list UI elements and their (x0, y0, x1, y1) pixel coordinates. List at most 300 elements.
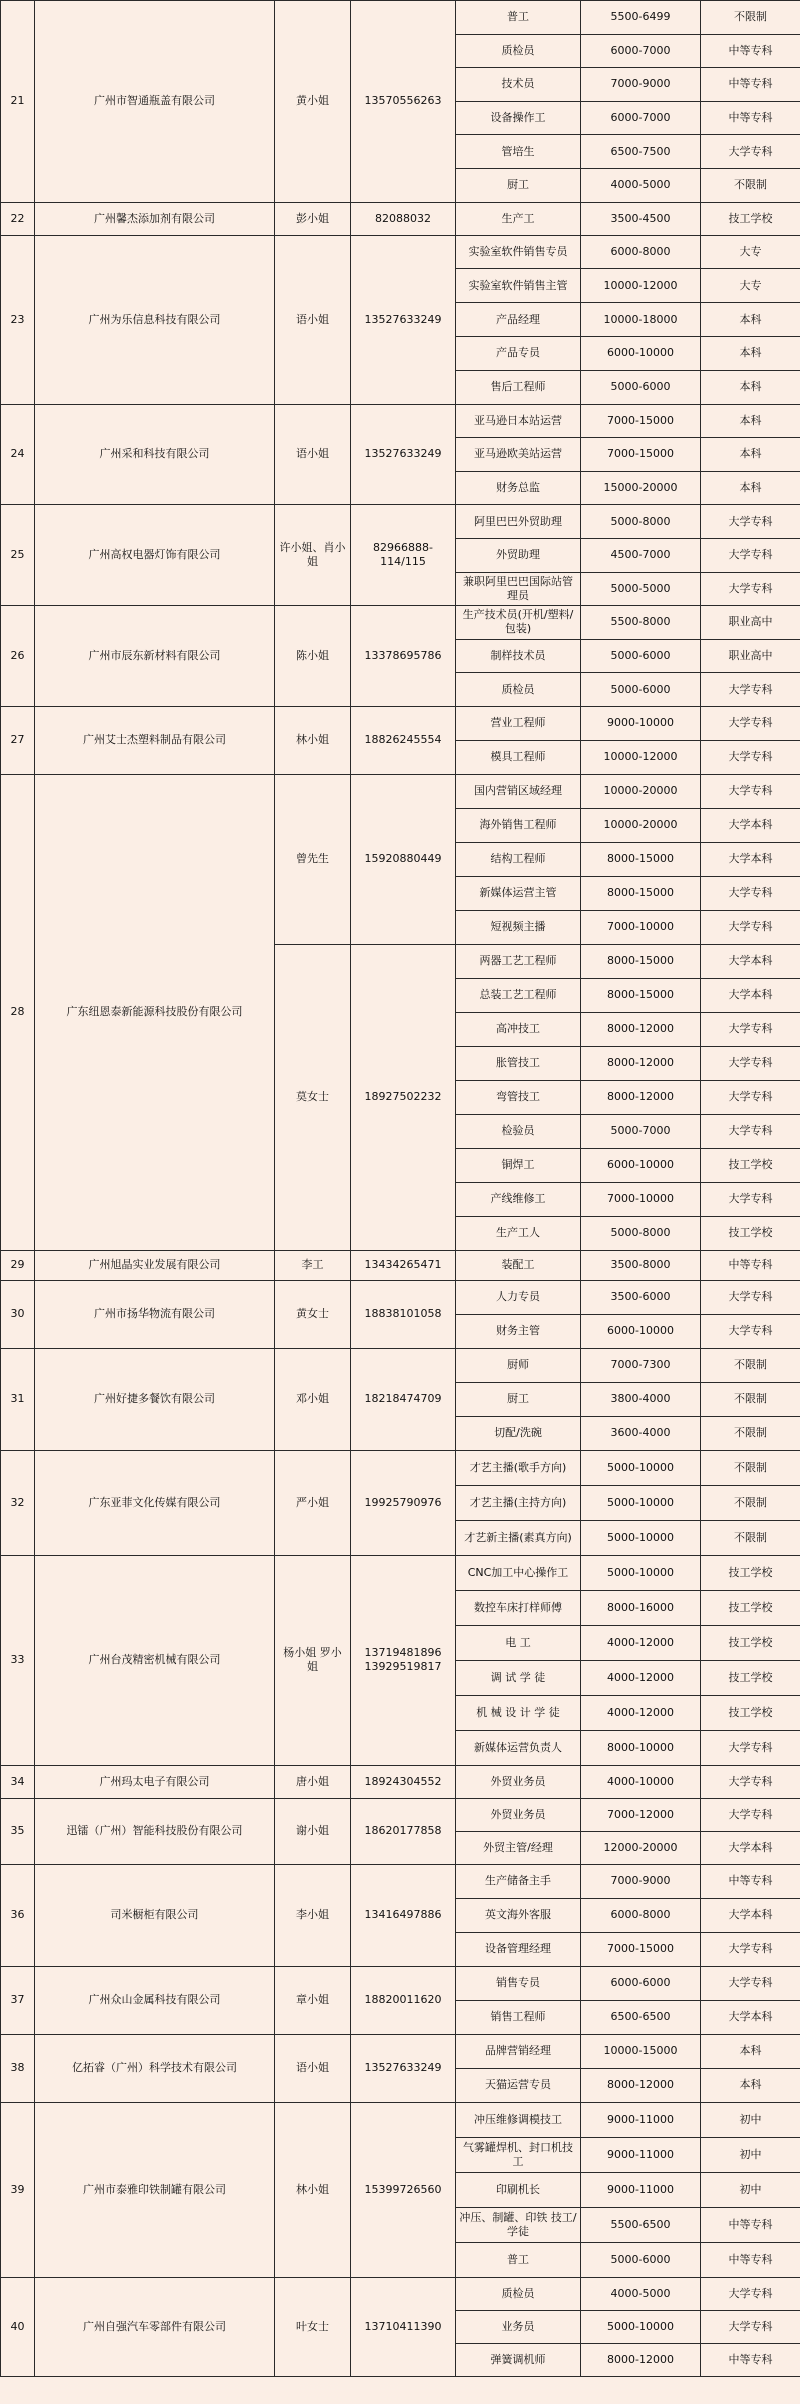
contact-phone: 13416497886 (351, 1864, 456, 1966)
job-position: 数控车床打样师傅 (456, 1590, 581, 1625)
job-position: 设备管理经理 (456, 1932, 581, 1966)
contact-person: 邓小姐 (275, 1348, 351, 1450)
job-education: 大学专科 (701, 1114, 800, 1148)
job-salary: 5500-6499 (581, 1, 701, 35)
job-position: 亚马逊欧美站运营 (456, 438, 581, 472)
contact-phone: 13527633249 (351, 235, 456, 404)
company-number: 31 (1, 1348, 35, 1450)
job-position: 胀管技工 (456, 1046, 581, 1080)
job-salary: 5000-6000 (581, 2242, 701, 2277)
company-number: 38 (1, 2034, 35, 2102)
job-education: 大学专科 (701, 2277, 800, 2310)
contact-person: 黄小姐 (275, 1, 351, 203)
job-salary: 5000-7000 (581, 1114, 701, 1148)
contact-phone: 15920880449 (351, 774, 456, 944)
table-row (1, 2034, 800, 2068)
job-position: 产品经理 (456, 303, 581, 337)
table-row (1, 1250, 800, 1280)
job-salary: 5000-10000 (581, 2310, 701, 2343)
job-education: 大学专科 (701, 706, 800, 740)
job-salary: 10000-12000 (581, 269, 701, 303)
table-row (1, 606, 800, 640)
job-position: 品牌营销经理 (456, 2034, 581, 2068)
job-education: 本科 (701, 303, 800, 337)
job-education: 大学专科 (701, 505, 800, 539)
job-education: 大学专科 (701, 2310, 800, 2343)
table-row (1, 404, 800, 438)
job-position: 新媒体运营主管 (456, 876, 581, 910)
company-name: 广州采和科技有限公司 (35, 404, 275, 505)
job-position: 新媒体运营负责人 (456, 1730, 581, 1765)
job-education: 大学本科 (701, 944, 800, 978)
job-position: 质检员 (456, 34, 581, 68)
job-education: 大学专科 (701, 740, 800, 774)
job-education: 大学专科 (701, 1765, 800, 1798)
contact-phone: 18820011620 (351, 1966, 456, 2034)
job-position: 铜焊工 (456, 1148, 581, 1182)
job-salary: 10000-20000 (581, 774, 701, 808)
job-salary: 7000-15000 (581, 438, 701, 472)
job-position: 普工 (456, 1, 581, 35)
company-name: 司米橱柜有限公司 (35, 1864, 275, 1966)
job-position: 生产技术员(开机/塑料/包装) (456, 606, 581, 640)
job-education: 大学专科 (701, 538, 800, 572)
company-number: 27 (1, 706, 35, 774)
job-salary: 8000-15000 (581, 842, 701, 876)
job-education: 中等专科 (701, 68, 800, 102)
job-salary: 8000-15000 (581, 876, 701, 910)
company-number: 26 (1, 606, 35, 707)
job-education: 本科 (701, 2034, 800, 2068)
company-number: 21 (1, 1, 35, 203)
contact-person: 杨小姐 罗小姐 (275, 1555, 351, 1765)
job-salary: 5000-10000 (581, 1450, 701, 1485)
job-salary: 5000-10000 (581, 1555, 701, 1590)
contact-phone: 82088032 (351, 202, 456, 235)
company-number: 22 (1, 202, 35, 235)
job-salary: 10000-15000 (581, 2034, 701, 2068)
job-education: 大专 (701, 269, 800, 303)
job-education: 大学本科 (701, 1898, 800, 1932)
job-position: 厨工 (456, 168, 581, 202)
job-position: 外贸业务员 (456, 1765, 581, 1798)
job-education: 中等专科 (701, 1250, 800, 1280)
job-salary: 9000-11000 (581, 2137, 701, 2172)
contact-person: 李小姐 (275, 1864, 351, 1966)
contact-phone: 13527633249 (351, 2034, 456, 2102)
job-education: 大学专科 (701, 774, 800, 808)
job-salary: 15000-20000 (581, 471, 701, 505)
job-salary: 5000-8000 (581, 505, 701, 539)
company-number: 23 (1, 235, 35, 404)
job-salary: 4000-12000 (581, 1695, 701, 1730)
job-position: 检验员 (456, 1114, 581, 1148)
job-education: 大学专科 (701, 135, 800, 169)
job-position: 技术员 (456, 68, 581, 102)
contact-phone: 13710411390 (351, 2277, 456, 2376)
contact-phone: 19925790976 (351, 1450, 456, 1555)
job-salary: 6000-8000 (581, 1898, 701, 1932)
job-salary: 7000-10000 (581, 910, 701, 944)
job-salary: 6500-7500 (581, 135, 701, 169)
job-education: 中等专科 (701, 2242, 800, 2277)
job-salary: 8000-15000 (581, 944, 701, 978)
company-number: 28 (1, 774, 35, 1250)
company-name: 广州台茂精密机械有限公司 (35, 1555, 275, 1765)
job-position: 气雾罐焊机、封口机技工 (456, 2137, 581, 2172)
table-row (1, 1348, 800, 1382)
job-education: 技工学校 (701, 1625, 800, 1660)
contact-person: 语小姐 (275, 2034, 351, 2102)
job-salary: 7000-15000 (581, 1932, 701, 1966)
contact-phone: 18924304552 (351, 1765, 456, 1798)
job-position: 生产工 (456, 202, 581, 235)
table-row (1, 235, 800, 269)
job-position: 弯管技工 (456, 1080, 581, 1114)
contact-person: 陈小姐 (275, 606, 351, 707)
contact-person: 唐小姐 (275, 1765, 351, 1798)
job-education: 中等专科 (701, 34, 800, 68)
job-salary: 9000-10000 (581, 706, 701, 740)
job-position: 人力专员 (456, 1280, 581, 1314)
job-education: 技工学校 (701, 1590, 800, 1625)
contact-phone: 13719481896 13929519817 (351, 1555, 456, 1765)
job-education: 大学专科 (701, 876, 800, 910)
job-position: 外贸主管/经理 (456, 1831, 581, 1864)
contact-person: 许小姐、肖小姐 (275, 505, 351, 606)
job-education: 不限制 (701, 1485, 800, 1520)
job-education: 不限制 (701, 1450, 800, 1485)
contact-phone: 18838101058 (351, 1280, 456, 1348)
job-salary: 6500-6500 (581, 2000, 701, 2034)
job-position: 质检员 (456, 2277, 581, 2310)
contact-person: 黄女士 (275, 1280, 351, 1348)
job-position: 弹簧调机师 (456, 2343, 581, 2376)
job-education: 技工学校 (701, 1216, 800, 1250)
job-salary: 5000-10000 (581, 1485, 701, 1520)
job-position: 英文海外客服 (456, 1898, 581, 1932)
contact-phone: 18218474709 (351, 1348, 456, 1450)
job-salary: 7000-12000 (581, 1798, 701, 1831)
company-name: 广州馨杰添加剂有限公司 (35, 202, 275, 235)
contact-phone: 18620177858 (351, 1798, 456, 1864)
job-education: 大学专科 (701, 1012, 800, 1046)
contact-person: 严小姐 (275, 1450, 351, 1555)
job-position: 高冲技工 (456, 1012, 581, 1046)
job-salary: 6000-7000 (581, 34, 701, 68)
job-education: 技工学校 (701, 1555, 800, 1590)
job-education: 技工学校 (701, 202, 800, 235)
contact-phone: 13378695786 (351, 606, 456, 707)
table-row (1, 1555, 800, 1590)
job-position: 两器工艺工程师 (456, 944, 581, 978)
company-name: 广州市智通瓶盖有限公司 (35, 1, 275, 203)
job-salary: 7000-15000 (581, 404, 701, 438)
job-education: 大学本科 (701, 808, 800, 842)
job-salary: 5000-10000 (581, 1520, 701, 1555)
job-position: 厨工 (456, 1382, 581, 1416)
company-name: 广州市泰雅印铁制罐有限公司 (35, 2102, 275, 2277)
job-salary: 8000-12000 (581, 1046, 701, 1080)
company-number: 30 (1, 1280, 35, 1348)
job-position: 产线维修工 (456, 1182, 581, 1216)
company-name: 广州市辰东新材料有限公司 (35, 606, 275, 707)
job-position: 阿里巴巴外贸助理 (456, 505, 581, 539)
job-education: 大学专科 (701, 1182, 800, 1216)
company-name: 广州艾士杰塑料制品有限公司 (35, 706, 275, 774)
contact-phone: 13570556263 (351, 1, 456, 203)
job-position: 业务员 (456, 2310, 581, 2343)
job-position: 实验室软件销售主管 (456, 269, 581, 303)
job-salary: 8000-10000 (581, 1730, 701, 1765)
job-salary: 12000-20000 (581, 1831, 701, 1864)
job-position: 国内营销区域经理 (456, 774, 581, 808)
job-position: 售后工程师 (456, 370, 581, 404)
job-salary: 4000-5000 (581, 2277, 701, 2310)
job-position: 制样技术员 (456, 639, 581, 673)
job-position: 外贸业务员 (456, 1798, 581, 1831)
job-education: 大学专科 (701, 1046, 800, 1080)
table-row (1, 1864, 800, 1898)
job-position: 财务主管 (456, 1314, 581, 1348)
job-education: 本科 (701, 471, 800, 505)
table-row (1, 1798, 800, 1831)
job-position: 销售工程师 (456, 2000, 581, 2034)
job-position: 财务总监 (456, 471, 581, 505)
job-position: 模具工程师 (456, 740, 581, 774)
table-row (1, 1280, 800, 1314)
job-position: 亚马逊日本站运营 (456, 404, 581, 438)
job-position: 冲压维修调模技工 (456, 2102, 581, 2137)
company-number: 40 (1, 2277, 35, 2376)
table-row (1, 505, 800, 539)
job-salary: 6000-10000 (581, 1314, 701, 1348)
contact-person: 莫女士 (275, 944, 351, 1250)
job-position: 销售专员 (456, 1966, 581, 2000)
job-salary: 6000-7000 (581, 101, 701, 135)
job-salary: 6000-10000 (581, 1148, 701, 1182)
job-position: 营业工程师 (456, 706, 581, 740)
contact-person: 谢小姐 (275, 1798, 351, 1864)
job-salary: 6000-8000 (581, 235, 701, 269)
contact-phone: 15399726560 (351, 2102, 456, 2277)
job-education: 初中 (701, 2102, 800, 2137)
company-number: 39 (1, 2102, 35, 2277)
contact-phone: 18927502232 (351, 944, 456, 1250)
contact-person: 语小姐 (275, 404, 351, 505)
job-salary: 5000-5000 (581, 572, 701, 606)
job-salary: 6000-6000 (581, 1966, 701, 2000)
job-education: 大学专科 (701, 1080, 800, 1114)
job-position: 才艺主播(歌手方向) (456, 1450, 581, 1485)
job-position: 生产储备主手 (456, 1864, 581, 1898)
job-position: 印刷机长 (456, 2172, 581, 2207)
job-education: 大学专科 (701, 1314, 800, 1348)
contact-phone: 82966888-114/115 (351, 505, 456, 606)
company-number: 25 (1, 505, 35, 606)
table-row (1, 1765, 800, 1798)
job-salary: 8000-12000 (581, 1012, 701, 1046)
company-number: 29 (1, 1250, 35, 1280)
job-salary: 7000-9000 (581, 68, 701, 102)
company-name: 亿拓睿（广州）科学技术有限公司 (35, 2034, 275, 2102)
job-position: 产品专员 (456, 336, 581, 370)
company-number: 37 (1, 1966, 35, 2034)
job-education: 初中 (701, 2137, 800, 2172)
job-education: 不限制 (701, 1382, 800, 1416)
job-salary: 7000-10000 (581, 1182, 701, 1216)
job-education: 大学专科 (701, 1730, 800, 1765)
job-education: 不限制 (701, 1, 800, 35)
job-salary: 5000-8000 (581, 1216, 701, 1250)
job-education: 技工学校 (701, 1660, 800, 1695)
job-salary: 5000-6000 (581, 673, 701, 707)
company-name: 广州众山金属科技有限公司 (35, 1966, 275, 2034)
job-education: 大学专科 (701, 910, 800, 944)
job-education: 本科 (701, 370, 800, 404)
company-name: 广州市扬华物流有限公司 (35, 1280, 275, 1348)
job-salary: 10000-20000 (581, 808, 701, 842)
job-salary: 4000-12000 (581, 1660, 701, 1695)
job-education: 大学本科 (701, 2000, 800, 2034)
contact-phone: 13527633249 (351, 404, 456, 505)
job-education: 中等专科 (701, 2343, 800, 2376)
job-education: 大学专科 (701, 673, 800, 707)
company-name: 广东纽恩泰新能源科技股份有限公司 (35, 774, 275, 1250)
company-number: 34 (1, 1765, 35, 1798)
job-salary: 9000-11000 (581, 2172, 701, 2207)
job-position: 厨师 (456, 1348, 581, 1382)
job-education: 中等专科 (701, 2207, 800, 2242)
job-salary: 8000-16000 (581, 1590, 701, 1625)
job-salary: 8000-12000 (581, 1080, 701, 1114)
job-position: 总装工艺工程师 (456, 978, 581, 1012)
company-name: 广州自强汽车零部件有限公司 (35, 2277, 275, 2376)
job-education: 大学本科 (701, 842, 800, 876)
job-position: 外贸助理 (456, 538, 581, 572)
job-education: 大学专科 (701, 572, 800, 606)
job-position: 管培生 (456, 135, 581, 169)
job-salary: 10000-12000 (581, 740, 701, 774)
table-row (1, 202, 800, 235)
job-salary: 8000-15000 (581, 978, 701, 1012)
table-row (1, 2277, 800, 2310)
company-name: 广东亚菲文化传媒有限公司 (35, 1450, 275, 1555)
contact-person: 语小姐 (275, 235, 351, 404)
company-name: 广州旭晶实业发展有限公司 (35, 1250, 275, 1280)
job-salary: 4000-12000 (581, 1625, 701, 1660)
job-salary: 10000-18000 (581, 303, 701, 337)
job-position: 质检员 (456, 673, 581, 707)
contact-phone: 18826245554 (351, 706, 456, 774)
job-salary: 3500-4500 (581, 202, 701, 235)
contact-person: 彭小姐 (275, 202, 351, 235)
job-position: 切配/洗碗 (456, 1416, 581, 1450)
job-education: 大学本科 (701, 1831, 800, 1864)
job-position: 结构工程师 (456, 842, 581, 876)
company-number: 24 (1, 404, 35, 505)
job-education: 初中 (701, 2172, 800, 2207)
job-position: 海外销售工程师 (456, 808, 581, 842)
job-education: 大专 (701, 235, 800, 269)
job-salary: 8000-12000 (581, 2068, 701, 2102)
job-position: 普工 (456, 2242, 581, 2277)
job-salary: 3500-8000 (581, 1250, 701, 1280)
job-salary: 4500-7000 (581, 538, 701, 572)
job-education: 中等专科 (701, 1864, 800, 1898)
job-position: CNC加工中心操作工 (456, 1555, 581, 1590)
job-salary: 7000-9000 (581, 1864, 701, 1898)
job-position: 才艺主播(主持方向) (456, 1485, 581, 1520)
job-position: 设备操作工 (456, 101, 581, 135)
job-position: 装配工 (456, 1250, 581, 1280)
job-salary: 9000-11000 (581, 2102, 701, 2137)
company-name: 迅镭（广州）智能科技股份有限公司 (35, 1798, 275, 1864)
job-position: 短视频主播 (456, 910, 581, 944)
job-position: 生产工人 (456, 1216, 581, 1250)
contact-person: 林小姐 (275, 706, 351, 774)
job-education: 不限制 (701, 1416, 800, 1450)
job-education: 技工学校 (701, 1148, 800, 1182)
job-education: 大学专科 (701, 1280, 800, 1314)
job-salary: 3600-4000 (581, 1416, 701, 1450)
job-position: 实验室软件销售专员 (456, 235, 581, 269)
table-row (1, 1, 800, 35)
contact-phone: 13434265471 (351, 1250, 456, 1280)
job-education: 不限制 (701, 168, 800, 202)
job-position: 才艺新主播(素真方向) (456, 1520, 581, 1555)
job-salary: 5500-8000 (581, 606, 701, 640)
job-position: 兼职阿里巴巴国际站管理员 (456, 572, 581, 606)
job-education: 本科 (701, 438, 800, 472)
job-education: 职业高中 (701, 606, 800, 640)
job-salary: 3500-6000 (581, 1280, 701, 1314)
job-education: 本科 (701, 2068, 800, 2102)
company-name: 广州好捷多餐饮有限公司 (35, 1348, 275, 1450)
job-salary: 5000-6000 (581, 639, 701, 673)
company-name: 广州为乐信息科技有限公司 (35, 235, 275, 404)
table-row (1, 774, 800, 808)
contact-person: 叶女士 (275, 2277, 351, 2376)
job-education: 中等专科 (701, 101, 800, 135)
job-position: 天猫运营专员 (456, 2068, 581, 2102)
job-salary: 5500-6500 (581, 2207, 701, 2242)
job-position: 电 工 (456, 1625, 581, 1660)
job-education: 大学本科 (701, 978, 800, 1012)
job-salary: 8000-12000 (581, 2343, 701, 2376)
company-number: 33 (1, 1555, 35, 1765)
job-education: 大学专科 (701, 1966, 800, 2000)
contact-person: 李工 (275, 1250, 351, 1280)
company-name: 广州高权电器灯饰有限公司 (35, 505, 275, 606)
company-number: 35 (1, 1798, 35, 1864)
job-salary: 7000-7300 (581, 1348, 701, 1382)
job-salary: 6000-10000 (581, 336, 701, 370)
table-row (1, 1966, 800, 2000)
job-education: 技工学校 (701, 1695, 800, 1730)
job-position: 机 械 设 计 学 徒 (456, 1695, 581, 1730)
company-number: 32 (1, 1450, 35, 1555)
contact-person: 章小姐 (275, 1966, 351, 2034)
contact-person: 林小姐 (275, 2102, 351, 2277)
job-salary: 4000-10000 (581, 1765, 701, 1798)
job-salary: 5000-6000 (581, 370, 701, 404)
contact-person: 曾先生 (275, 774, 351, 944)
job-education: 不限制 (701, 1348, 800, 1382)
job-salary: 3800-4000 (581, 1382, 701, 1416)
job-education: 大学专科 (701, 1932, 800, 1966)
job-education: 大学专科 (701, 1798, 800, 1831)
